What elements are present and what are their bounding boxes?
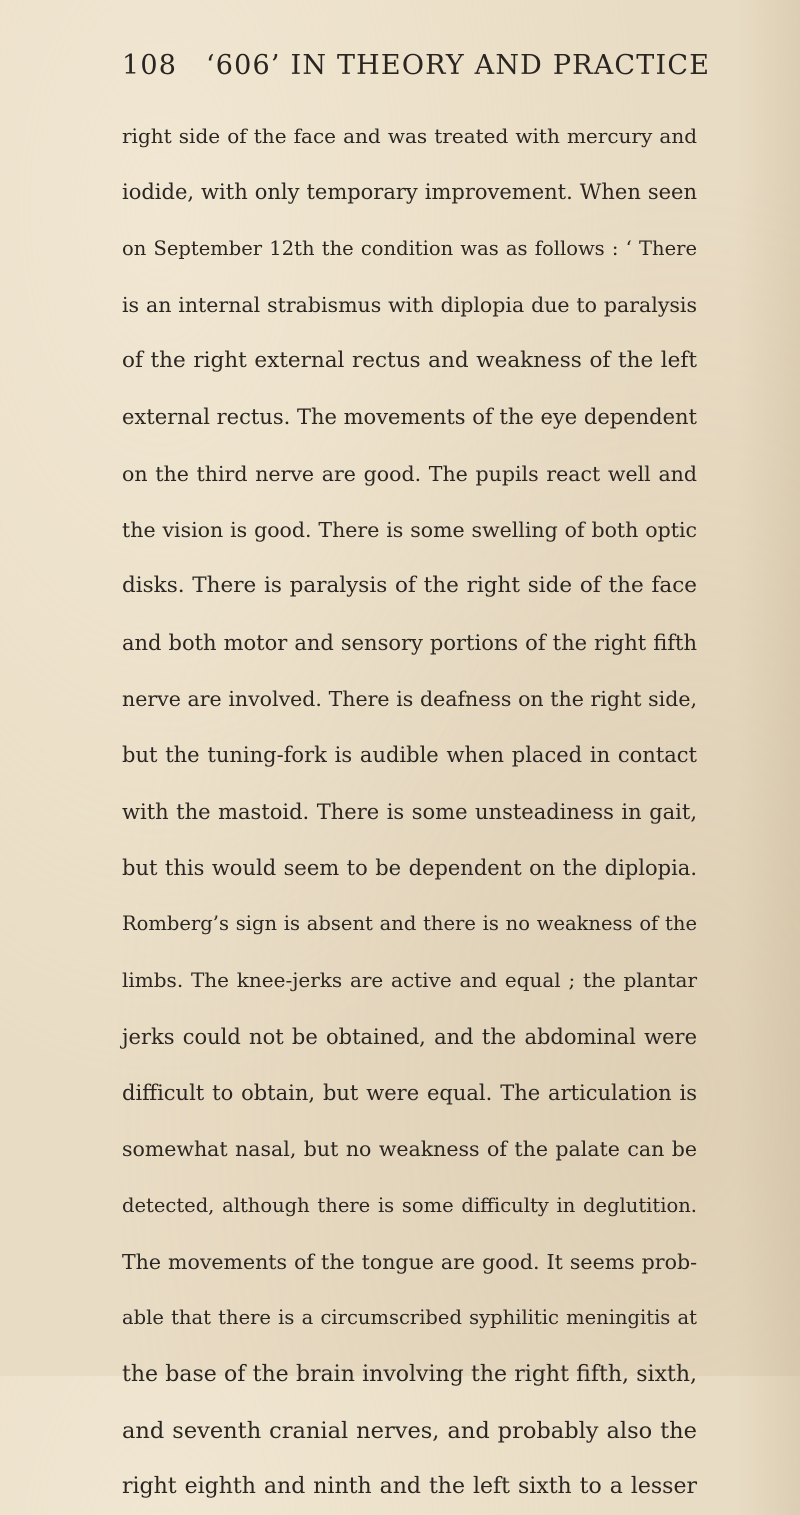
text-line: with the mastoid. There is some unsteadiness in gait,	[122, 799, 697, 824]
body-text	[122, 108, 697, 1515]
text-line: is an internal strabismus with diplopia due to paralysis	[122, 292, 697, 317]
text-line: external rectus. The movements of the eye dependent	[122, 405, 697, 430]
text-line: nerve are involved. There is deafness on the right side,	[122, 686, 697, 711]
text-line: right eighth and ninth and the left sixth to a lesser	[122, 1474, 697, 1500]
text-line: disks. There is paralysis of the right side of the face	[122, 573, 697, 599]
text-line: of the right external rectus and weakness of the left	[122, 348, 697, 374]
text-line: on September 12th the condition was as follows : ‘ There	[122, 236, 697, 260]
text-line: right side of the face and was treated with mercury and	[122, 124, 697, 148]
text-line: limbs. The knee-jerks are active and equal ; the plantar	[122, 968, 697, 993]
text-line: difficult to obtain, but were equal. The articulation is	[122, 1081, 697, 1106]
text-line: somewhat nasal, but no weakness of the palate can be	[122, 1137, 697, 1162]
text-line: Romberg’s sign is absent and there is no weakness of the	[122, 912, 697, 936]
text-line: jerks could not be obtained, and the abdominal were	[122, 1024, 697, 1049]
text-line: the vision is good. There is some swelling of both optic	[122, 518, 697, 543]
text-line: The movements of the tongue are good. It seems prob-	[122, 1249, 697, 1274]
running-title: ‘606’ IN THEORY AND PRACTICE	[206, 50, 711, 81]
text-line: the base of the brain involving the right fifth, sixth,	[122, 1361, 697, 1387]
text-line: iodide, with only temporary improvement. When seen	[122, 180, 697, 205]
text-line: detected, although there is some difficulty in deglutition.	[122, 1193, 697, 1217]
text-line: and seventh cranial nerves, and probably also the	[122, 1417, 697, 1444]
text-line: but the tuning-fork is audible when placed in contact	[122, 743, 697, 768]
text-line: but this would seem to be dependent on the diplopia.	[122, 855, 697, 880]
page-number: 108	[122, 50, 178, 81]
running-head	[122, 50, 711, 90]
text-line: able that there is a circumscribed syphilitic meningitis at	[122, 1306, 697, 1330]
text-line: on the third nerve are good. The pupils react well and	[122, 461, 697, 486]
text-line: and both motor and sensory portions of the right fifth	[122, 630, 697, 655]
